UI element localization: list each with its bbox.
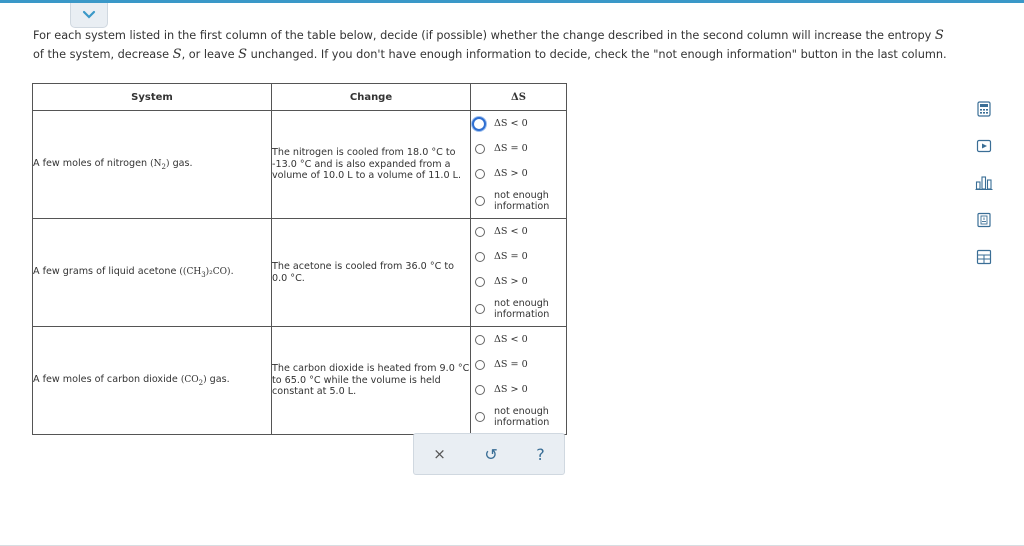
- table-row: [33, 327, 567, 435]
- data-table-icon[interactable]: [975, 248, 993, 266]
- option-unchanged[interactable]: ΔS = 0: [471, 244, 566, 269]
- system-cell: A few moles of nitrogen $(N_2)$ gas.: [33, 111, 272, 219]
- radio-button[interactable]: [475, 252, 485, 262]
- header-change: Change: [272, 84, 471, 111]
- radio-button[interactable]: [472, 117, 486, 131]
- video-icon[interactable]: [975, 137, 993, 155]
- option-increase[interactable]: ΔS > 0: [471, 269, 566, 294]
- option-unchanged[interactable]: ΔS = 0: [471, 136, 566, 161]
- help-button[interactable]: ?: [536, 444, 545, 464]
- radio-button[interactable]: [475, 335, 485, 345]
- header-system: System: [33, 84, 272, 111]
- clear-button[interactable]: ×: [433, 445, 446, 463]
- table-row: [33, 219, 567, 327]
- option-decrease[interactable]: ΔS < 0: [471, 111, 566, 136]
- question-instructions: For each system listed in the first column of the table below, decide (if possible) whether the change described in the second column will increase the entropy S of the system, decrease S, or leave S unchanged. If you don't have enough information to decide, check the "not enough information" button in the last column.: [33, 28, 947, 62]
- system-cell: A few moles of carbon dioxide $(CO_2)$ gas.: [33, 327, 272, 435]
- option-not-enough-info[interactable]: not enough information: [471, 186, 566, 216]
- change-cell: The acetone is cooled from 36.0 °C to 0.0 °C.: [272, 219, 471, 327]
- option-increase[interactable]: ΔS > 0: [471, 161, 566, 186]
- side-toolbar: [975, 100, 995, 285]
- radio-button[interactable]: [475, 360, 485, 370]
- header-delta-s: ΔS: [471, 84, 567, 111]
- delta-s-options: [471, 111, 567, 219]
- option-not-enough-info[interactable]: not enough information: [471, 294, 566, 324]
- system-cell: A few grams of liquid acetone $((CH_3)_2CO)$.: [33, 219, 272, 327]
- option-unchanged[interactable]: ΔS = 0: [471, 352, 566, 377]
- answer-action-bar: [413, 433, 565, 475]
- option-decrease[interactable]: ΔS < 0: [471, 327, 566, 352]
- radio-button[interactable]: [475, 385, 485, 395]
- entropy-table: [32, 83, 567, 435]
- radio-button[interactable]: [475, 412, 485, 422]
- collapse-toggle[interactable]: [70, 3, 108, 28]
- table-row: [33, 111, 567, 219]
- radio-button[interactable]: [475, 196, 485, 206]
- chart-icon[interactable]: [975, 174, 993, 192]
- top-accent-bar: [0, 0, 1024, 3]
- radio-button[interactable]: [475, 169, 485, 179]
- option-not-enough-info[interactable]: not enough information: [471, 402, 566, 432]
- radio-button[interactable]: [475, 144, 485, 154]
- calculator-icon[interactable]: [975, 100, 993, 118]
- option-increase[interactable]: ΔS > 0: [471, 377, 566, 402]
- change-cell: The nitrogen is cooled from 18.0 °C to -13.0 °C and is also expanded from a volume of 10.0 L to a volume of 11.0 L.: [272, 111, 471, 219]
- delta-s-options: [471, 327, 567, 435]
- table-header-row: [33, 84, 567, 111]
- undo-button[interactable]: ↺: [484, 444, 498, 464]
- periodic-table-icon[interactable]: [975, 211, 993, 229]
- radio-button[interactable]: [475, 304, 485, 314]
- change-cell: The carbon dioxide is heated from 9.0 °C to 65.0 °C while the volume is held constant at 5.0 L.: [272, 327, 471, 435]
- option-decrease[interactable]: ΔS < 0: [471, 219, 566, 244]
- radio-button[interactable]: [475, 227, 485, 237]
- chevron-down-icon: [82, 10, 96, 20]
- radio-button[interactable]: [475, 277, 485, 287]
- delta-s-options: [471, 219, 567, 327]
